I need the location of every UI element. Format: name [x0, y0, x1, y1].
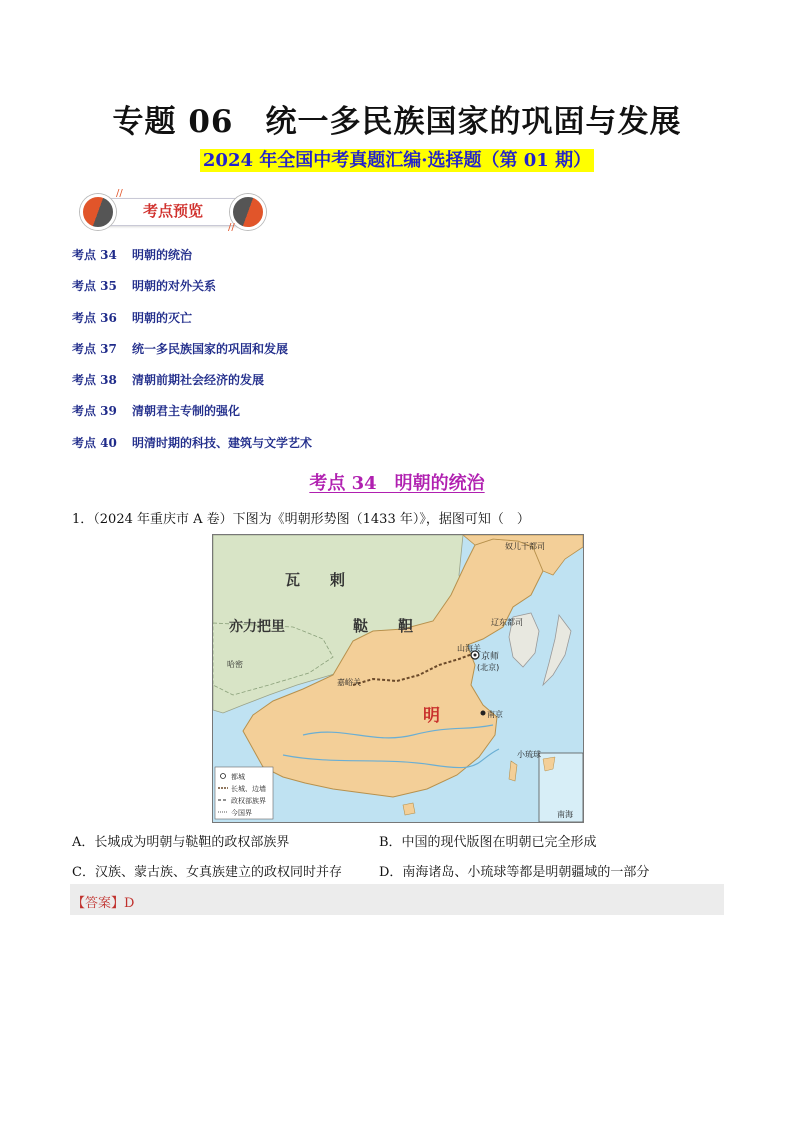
option-c[interactable]: C．汉族、蒙古族、女真族建立的政权同时并存	[72, 865, 342, 880]
preview-badge	[78, 188, 268, 234]
label-wala: 瓦 剌	[285, 571, 346, 589]
section-title: 考点 34 明朝的统治	[309, 473, 485, 494]
question-stem: 1．（2024 年重庆市 A 卷）下图为《明朝形势图（1433 年）》，据图可知（ ）	[72, 512, 530, 527]
legend-wall: 长城、边墙	[231, 785, 266, 793]
hainan-region	[403, 803, 415, 815]
label-yili: 亦力把里	[229, 619, 285, 635]
subtitle-text: 2024 年全国中考真题汇编·选择题（第 01 期）	[200, 149, 594, 172]
topic-item[interactable]: 考点 34 明朝的统治	[72, 248, 193, 262]
topic-item[interactable]: 考点 39 清朝君主专制的强化	[72, 404, 241, 419]
label-shanhai: 山海关	[457, 644, 481, 653]
page-title: 专题 06 统一多民族国家的巩固与发展	[112, 104, 682, 140]
answer-box	[70, 884, 724, 915]
label-nanhai: 南海	[557, 810, 573, 819]
label-jiayu: 嘉峪关	[337, 678, 361, 687]
tick-mark-icon: //	[116, 188, 123, 199]
label-capital-sub: (北京)	[477, 663, 500, 672]
label-xiaoliuqiu: 小琉球	[517, 750, 541, 759]
answer-label: 【答案】	[72, 896, 125, 911]
label-nurgan: 奴儿干都司	[505, 542, 545, 551]
option-b[interactable]: B．中国的现代版图在明朝已完全形成	[379, 835, 597, 850]
topic-item[interactable]: 考点 36 明朝的灭亡	[72, 310, 193, 325]
topic-item[interactable]: 考点 35 明朝的对外关系	[72, 279, 217, 294]
answer-value: D	[124, 896, 135, 911]
topic-item[interactable]: 考点 40 明清时期的科技、建筑与文学艺术	[72, 435, 313, 450]
ming-map	[212, 534, 584, 823]
option-d[interactable]: D．南海诸岛、小琉球等都是明朝疆域的一部分	[379, 865, 650, 880]
label-hami: 哈密	[227, 660, 243, 669]
topic-list	[72, 246, 312, 465]
legend-boundary: 政权部族界	[231, 797, 266, 805]
map-legend	[215, 767, 273, 819]
label-nanjing: 南京	[487, 710, 503, 719]
label-liaodong: 辽东都司	[491, 618, 523, 627]
label-capital: 京师	[481, 652, 500, 662]
page-subtitle	[0, 146, 794, 172]
legend-border: 今国界	[231, 809, 252, 817]
option-a[interactable]: A．长城成为明朝与鞑靼的政权部族界	[72, 835, 290, 850]
tick-mark-icon: //	[228, 222, 235, 233]
badge-label: 考点预览	[142, 202, 203, 220]
topic-item[interactable]: 考点 37 统一多民族国家的巩固和发展	[72, 341, 289, 356]
legend-capital: 都城	[231, 773, 245, 781]
label-ming: 明	[423, 706, 440, 726]
label-tatar: 鞑 靼	[353, 617, 414, 635]
topic-item[interactable]: 考点 38 清朝前期社会经济的发展	[72, 373, 265, 388]
nanjing-marker	[481, 711, 486, 716]
